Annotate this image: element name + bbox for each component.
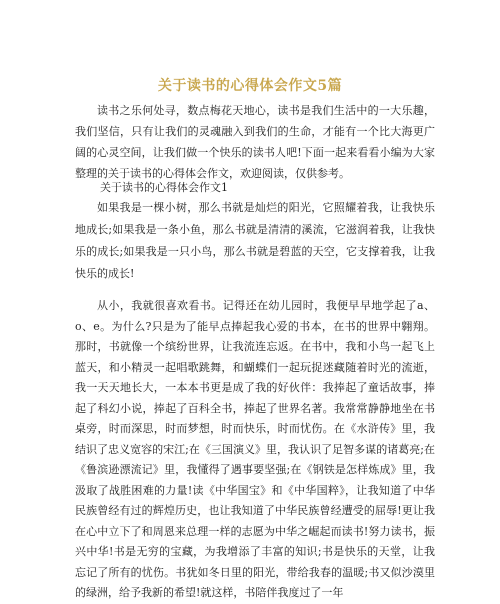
body-paragraph: 如果我是一棵小树，那么书就是灿烂的阳光，它照耀着我，让我快乐地成长;如果我是一条小鱼，那么书就是清清的溪流，它滋润着我，让我快乐的成长;如果我是一只小鸟，那么书就是碧蓝的天空，它支撑着我，让我快乐的成长!	[75, 201, 435, 280]
document-title: 关于读书的心得体会作文5篇	[157, 78, 343, 94]
intro-paragraph: 读书之乐何处寻，数点梅花天地心，读书是我们生活中的一大乐趣，我们坚信，只有让我们的灵魂融入到我们的生命，才能有一个比大海更广阔的心灵空间，让我们做一个快乐的读书人吧!下面一起来看看小编为大家整理的关于读书的心得体会作文，欢迎阅读，仅供参考。	[75, 104, 435, 180]
section-title: 关于读书的心得体会作文1	[100, 181, 228, 194]
body-paragraph: 从小，我就很喜欢看书。记得还在幼儿园时，我便早早地学起了a、o、e。为什么?只是为了能早点捧起我心爱的书本，在书的世界中翱翔。那时，书就像一个缤纷世界，让我流连忘返。在书中，我和小鸟一起飞上蓝天，和小精灵一起唱歌跳舞，和蝴蝶们一起玩捉迷藏随着时光的流逝，我一天天地长大，一本本书更是成了我的好伙伴：我捧起了童话故事，捧起了科幻小说，捧起了百科全书，捧起了世界名著。我常常静静地坐在书桌旁，时而深思，时而梦想，时而快乐，时而忧伤。在《水浒传》里，我结识了忠义宽容的宋江;在《三国演义》里，我认识了足智多谋的诸葛亮;在《鲁滨逊漂流记》里，我懂得了遇事要坚强;在《钢铁是怎样炼成》里，我汲取了战胜困难的力量!读《中华国宝》和《中华国粹》，让我知道了中华民族曾经有过的辉煌历史，也让我知道了中华民族曾经遭受的屈辱!更让我在心中立下了和周恩来总理一样的志愿为中华之崛起而读书!努力读书，振兴中华!书是无穷的宝藏，为我增添了丰富的知识;书是快乐的天堂，让我忘记了所有的忧伤。书犹如冬日里的阳光，带给我春的温暖;书又似沙漠里的绿洲，给予我新的希望!就这样，书陪伴我度过了一年	[75, 299, 435, 599]
